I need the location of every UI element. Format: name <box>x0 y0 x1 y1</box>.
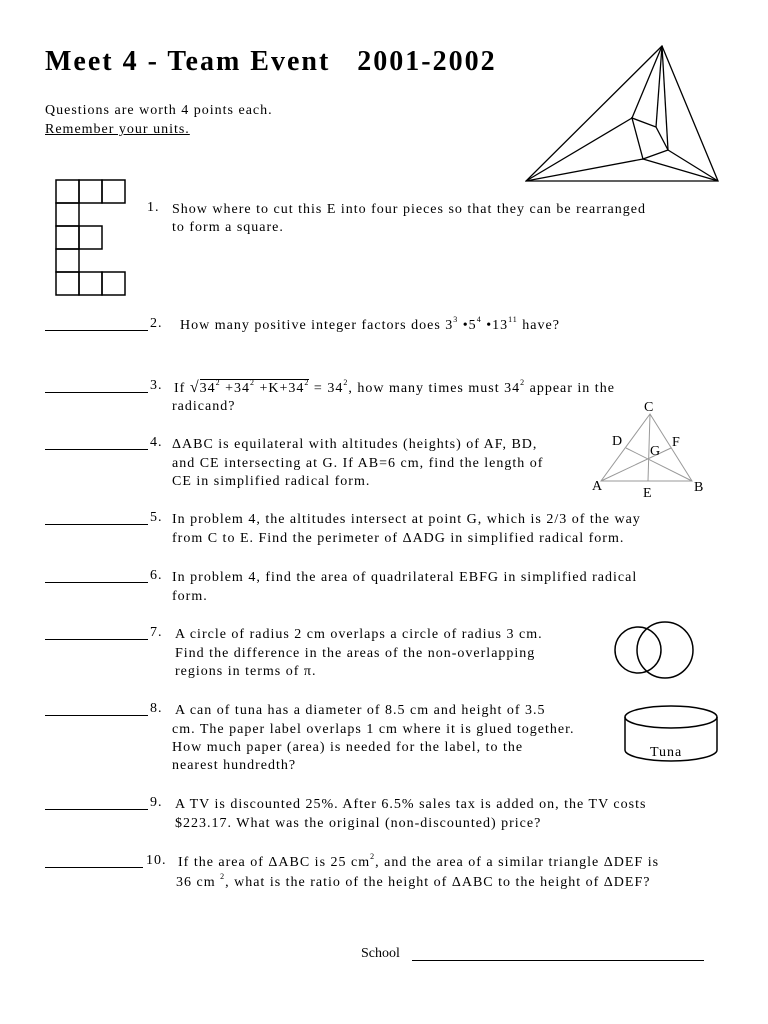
question-4-line-3: CE in simplified radical form. <box>172 474 371 489</box>
label-c: C <box>644 400 654 415</box>
question-8-line-2: cm. The paper label overlaps 1 cm where it is glued together. <box>172 722 575 737</box>
question-number: 7. <box>150 625 163 640</box>
answer-blank[interactable] <box>45 392 148 393</box>
page-title: Meet 4 - Team Event 2001-2002 <box>45 46 497 77</box>
question-6-line-1: In problem 4, find the area of quadrilateral EBFG in simplified radical <box>172 570 638 585</box>
question-number: 6. <box>150 568 163 583</box>
question-5-line-1: In problem 4, the altitudes intersect at point G, which is 2/3 of the way <box>172 512 641 527</box>
school-blank[interactable] <box>412 960 704 961</box>
question-4-line-2: and CE intersecting at G. If AB=6 cm, find the length of <box>172 456 544 471</box>
label-g: G <box>650 444 661 459</box>
answer-blank[interactable] <box>45 330 148 331</box>
label-e: E <box>643 486 652 501</box>
tuna-label: Tuna <box>650 745 683 760</box>
question-4-line-1: ΔABC is equilateral with altitudes (heights) of AF, BD, <box>172 437 538 452</box>
label-f: F <box>672 435 680 450</box>
triangle-abc-figure <box>588 398 708 503</box>
answer-blank[interactable] <box>45 449 148 450</box>
question-number: 1. <box>147 200 160 215</box>
question-8-line-1: A can of tuna has a diameter of 8.5 cm and height of 3.5 <box>175 703 546 718</box>
question-1-line-1: Show where to cut this E into four pieces so that they can be rearranged <box>172 202 646 217</box>
school-label: School <box>361 946 400 961</box>
question-7-line-1: A circle of radius 2 cm overlaps a circle of radius 3 cm. <box>175 627 543 642</box>
question-8-line-4: nearest hundredth? <box>172 758 297 773</box>
question-8-line-3: How much paper (area) is needed for the label, to the <box>172 740 524 755</box>
points-note: Questions are worth 4 points each. <box>45 103 273 118</box>
answer-blank[interactable] <box>45 582 148 583</box>
answer-blank[interactable] <box>45 867 143 868</box>
question-10-line-2: 36 cm $^2$, what is the ratio of the height of ΔABC to the height of ΔDEF? <box>176 872 651 890</box>
question-9-line-1: A TV is discounted 25%. After 6.5% sales tax is added on, the TV costs <box>175 797 647 812</box>
question-number: 8. <box>150 701 163 716</box>
question-7-line-2: Find the difference in the areas of the non-overlapping <box>175 646 536 661</box>
question-number: 10. <box>146 853 167 868</box>
question-number: 2. <box>150 316 163 331</box>
question-number: 9. <box>150 795 163 810</box>
question-7-line-3: regions in terms of π. <box>175 664 317 679</box>
question-3-line-2: radicand? <box>172 399 236 414</box>
overlapping-circles-figure <box>612 614 694 686</box>
question-10-line-1: If the area of ΔABC is 25 $cm^2$, and the area of a similar triangle ΔDEF is <box>178 852 660 870</box>
label-d: D <box>612 434 623 449</box>
question-1-line-2: to form a square. <box>172 220 284 235</box>
question-6-line-2: form. <box>172 589 208 604</box>
units-note: Remember your units. <box>45 122 190 137</box>
question-number: 4. <box>150 435 163 450</box>
question-number: 5. <box>150 510 163 525</box>
answer-blank[interactable] <box>45 639 148 640</box>
tuna-can-figure <box>620 703 722 767</box>
question-5-line-2: from C to E. Find the perimeter of ΔADG in simplified radical form. <box>172 531 625 546</box>
answer-blank[interactable] <box>45 715 148 716</box>
question-9-line-2: $223.17. What was the original (non-discounted) price? <box>175 816 542 831</box>
triangle-figure <box>525 45 720 185</box>
answer-blank[interactable] <box>45 809 148 810</box>
question-3-text: If $√34^2 +34^2 +K+34^2 = 34^2$, how many times must $34^2$ appear in the <box>174 378 615 396</box>
question-2-text: How many positive integer factors does $3^3$ $•5^4$ $•13^{11}$ have? <box>180 315 560 333</box>
label-b: B <box>694 480 704 495</box>
e-grid-figure <box>55 179 127 299</box>
answer-blank[interactable] <box>45 524 148 525</box>
question-number: 3. <box>150 378 163 393</box>
label-a: A <box>592 479 603 494</box>
